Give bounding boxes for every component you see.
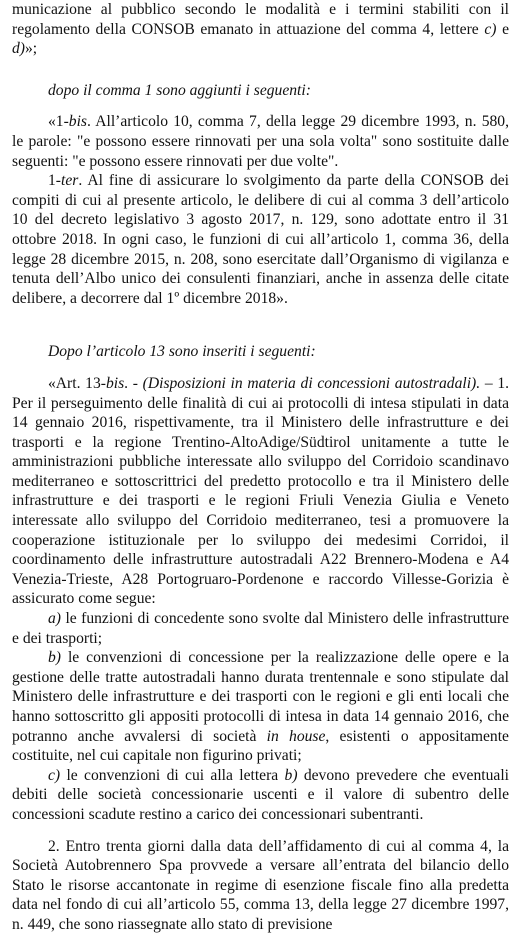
intro-and: e (496, 20, 509, 38)
item-b-text-1: le convenzioni di concessione per la realizzazione delle opere e la gestione delle tratte autostradali hanno durata trentennale e sono stipulate dal Ministero delle infrastrutture e dei trasporti con le regioni e gli enti locali che hanno sottoscritto gli appositi protocolli di intesa in data 14 gennaio 2016, che potranno anche avvalersi di società (12, 649, 509, 745)
article-open: «Art. 13- (48, 374, 106, 392)
item-b (12, 648, 509, 766)
comma-1-ter-text: . Al fine di assicurare lo svolgimento da parte della CONSOB dei compiti di cui al presente articolo, le delibere di cui al comma 3 dell’articolo 10 del decreto legislativo 3 agosto 2017, n. 129, sono adottate entro il 31 ottobre 2018. In ogni caso, le funzioni di cui all’articolo 1, comma 36, della legge 28 dicembre 2015, n. 208, sono esercitate dall’Organismo di vigilanza e tenuta dell’Albo unico dei consulenti finanziari, anche in assenza delle citate delibere, a decorrere dal 1º dicembre 2018». (12, 172, 509, 307)
comma-1-ter-num: 1- (48, 172, 61, 190)
section2-heading: Dopo l’articolo 13 sono inseriti i seguenti: (48, 343, 316, 361)
intro-tail: »; (25, 40, 38, 58)
comma-2: 2. Entro trenta giorni dalla data dell’affidamento di cui al comma 4, la Società Autobrennero Spa provvede a versare all’entrata del bilancio dello Stato le risorse accantonate in regime di esenzione fiscale fino alla predetta data nel fondo di cui all’articolo 55, comma 13, della legge 27 dicembre 1997, n. 449, che sono riassegnate allo stato di previsione (12, 837, 509, 933)
intro-text: municazione al pubblico secondo le modalità e i termini stabiliti con il regolamento della CONSOB emanato in attuazione del comma 4, lettere (12, 1, 509, 38)
article-dash: . - (124, 374, 143, 392)
article-13-bis (12, 374, 509, 609)
item-c-text-2: devono prevedere che eventuali debiti delle società concessionarie uscenti e il valore di subentro delle concessioni scadute restino a carico dei concessionari subentranti. (12, 766, 509, 823)
comma-1-bis (12, 112, 509, 171)
item-c (12, 766, 509, 825)
item-b-text-2: , esistenti o appositamente costituite, nel cui capitale non figurino privati; (12, 727, 509, 765)
item-a-label: a) (48, 610, 61, 628)
item-a-text: le funzioni di concedente sono svolte dal Ministero delle infrastrutture e dei trasporti; (12, 610, 509, 647)
item-a (12, 609, 509, 648)
comma-1-bis-suffix: bis (68, 113, 87, 131)
article-title: (Disposizioni in materia di concessioni autostradali). (142, 374, 481, 392)
comma-1-ter-suffix: ter (61, 172, 79, 190)
article-body: – 1. Per il perseguimento delle finalità di cui ai protocolli di intesa stipulati in data 14 gennaio 2016, rispettivamente, tra il Ministero delle infrastrutture e dei trasporti e la regione Trentino-AltoAdige/Südtirol unitamente a tutte le amministrazioni pubbliche interessate allo sviluppo del Corridoio scandinavo mediterraneo e sottoscrittrici del predetto protocollo e tra il Ministero delle infrastrutture e dei trasporti e le regioni Friuli Venezia Giulia e Veneto interessate allo sviluppo del Corridoio mediterraneo, tesi a promuovere la cooperazione istituzionale per lo sviluppo dei medesimi Corridoi, il coordinamento delle infrastrutture autostradali A22 Brennero-Modena e A4 Venezia-Trieste, A28 Portogruaro-Pordenone e raccordo Villesse-Gorizia è assicurato come segue: (12, 374, 510, 608)
letter-c: c) (484, 20, 497, 38)
item-b-in-house: in house (266, 727, 326, 745)
item-c-text-1: le convenzioni di cui alla lettera (60, 766, 285, 784)
comma-1-ter (12, 171, 509, 308)
comma-1-bis-text: . All’articolo 10, comma 7, della legge 29 dicembre 1993, n. 580, le parole: "e possono essere rinnovati per una sola volta" sono sostituite dalle seguenti: "e possono essere rinnovati per due volte". (12, 113, 509, 170)
item-b-label: b) (48, 649, 61, 667)
intro-paragraph (12, 0, 509, 59)
article-bis: bis (105, 374, 125, 392)
section1-heading: dopo il comma 1 sono aggiunti i seguenti: (48, 81, 311, 99)
comma-1-bis-open: «1- (48, 113, 69, 131)
document-page (12, 0, 509, 935)
item-c-ref: b) (284, 766, 298, 784)
item-c-label: c) (48, 766, 61, 784)
letter-d: d) (12, 40, 25, 58)
